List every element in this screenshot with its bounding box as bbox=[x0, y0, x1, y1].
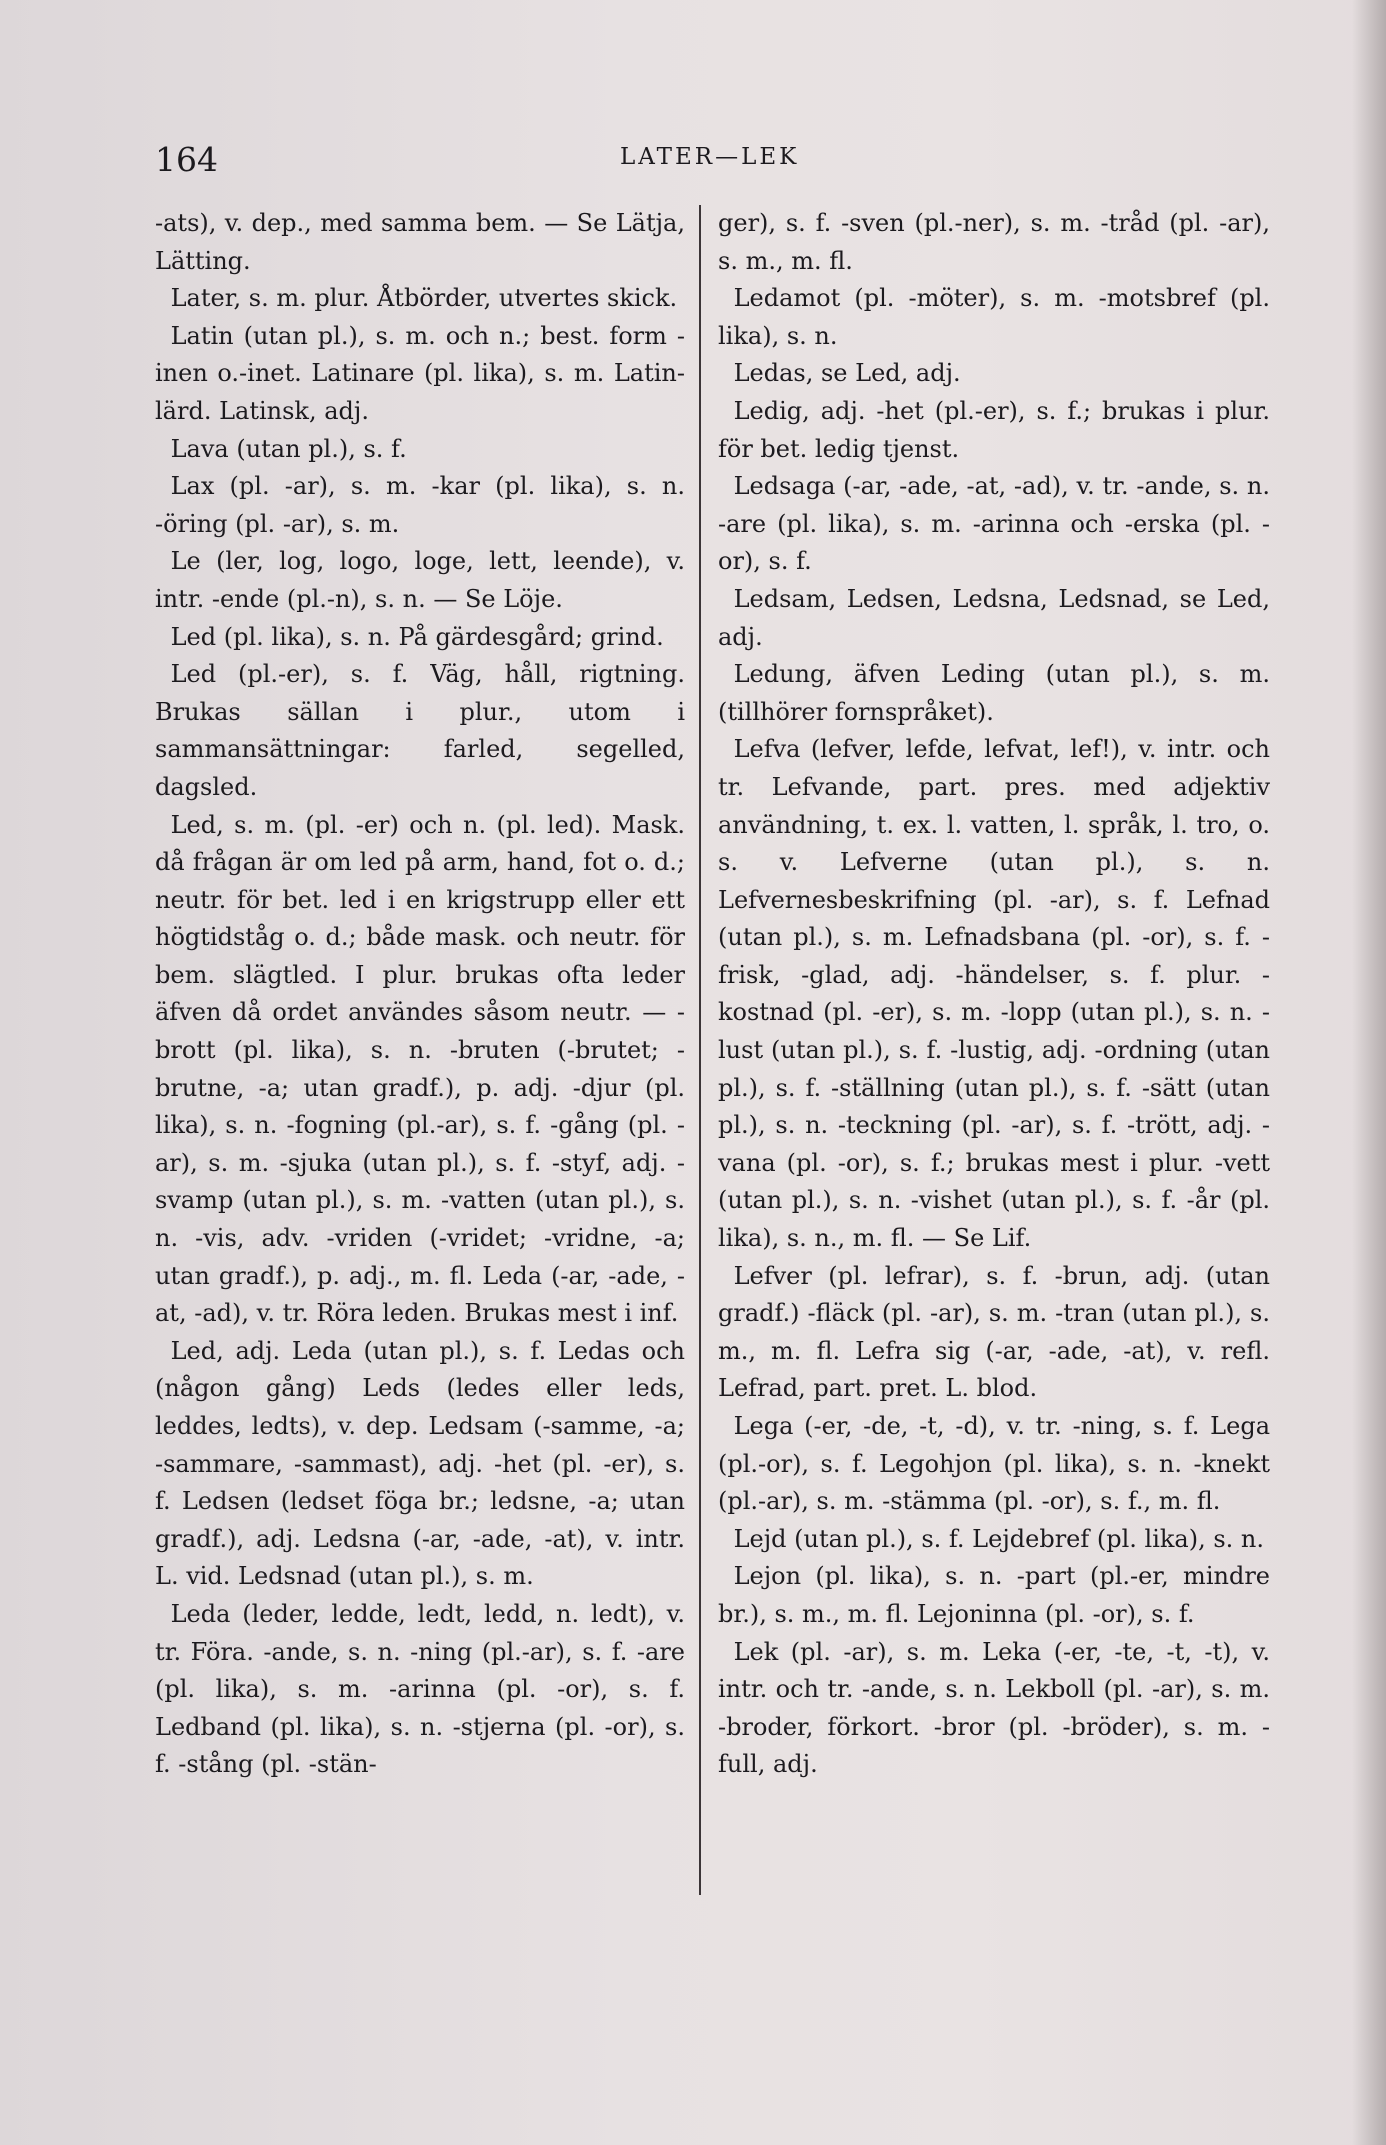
left-column bbox=[155, 205, 685, 1784]
dictionary-entry: Lefver (pl. lefrar), s. f. -brun, adj. (utan gradf.) -fläck (pl. -ar), s. m. -tran (utan pl.), s. m., m. fl. Lefra sig (-ar, -ade, -at), v. refl. Lefrad, part. pret. L. blod. bbox=[718, 1261, 1270, 1403]
dictionary-entry: Ledsam, Ledsen, Ledsna, Ledsnad, se Led, adj. bbox=[718, 584, 1270, 651]
column-divider bbox=[699, 205, 701, 1895]
dictionary-entry: Led (pl. lika), s. n. På gärdesgård; grind. bbox=[170, 622, 664, 651]
dictionary-entry: Latin (utan pl.), s. m. och n.; best. form -inen o.-inet. Latinare (pl. lika), s. m. Latin-lärd. Latinsk, adj. bbox=[155, 321, 685, 425]
dictionary-entry: Ledamot (pl. -möter), s. m. -motsbref (pl. lika), s. n. bbox=[718, 284, 1270, 350]
spine-shadow bbox=[1352, 0, 1386, 2145]
dictionary-entry: Lefva (lefver, lefde, lefvat, lef!), v. intr. och tr. Lefvande, part. pres. med adjektiv användning, t. ex. l. vatten, l. språk, l. tro, o. s. v. Lefverne (utan pl.), s. n. Lefvernesbeskrifning (pl. -ar), s. f. Lefnad (utan pl.), s. m. Lefnadsbana (pl. -or), s. f. -frisk, -glad, adj. -händelser, s. f. plur. -kostnad (pl. -er), s. m. -lopp (utan pl.), s. n. -lust (utan pl.), s. f. -lustig, adj. -ordning (utan pl.), s. f. -ställning (utan pl.), s. f. -sätt (utan pl.), s. n. -teckning (pl. -ar), s. f. -trött, adj. -vana (pl. -or), s. f.; brukas mest i plur. -vett (utan pl.), s. n. -vishet (utan pl.), s. f. -år (pl. lika), s. n., m. fl. — Se Lif. bbox=[718, 735, 1270, 1253]
dictionary-entry: Lava (utan pl.), s. f. bbox=[170, 434, 407, 463]
dictionary-entry: ger), s. f. -sven (pl.-ner), s. m. -tråd (pl. -ar), s. m., m. fl. bbox=[718, 209, 1270, 275]
dictionary-entry: Ledung, äfven Leding (utan pl.), s. m. (tillhörer fornspråket). bbox=[718, 660, 1270, 726]
page-number: 164 bbox=[155, 140, 218, 179]
dictionary-entry: Later, s. m. plur. Åtbörder, utvertes skick. bbox=[170, 284, 678, 313]
page-header bbox=[155, 140, 1270, 180]
dictionary-entry: Led, adj. Leda (utan pl.), s. f. Ledas och (någon gång) Leds (ledes eller leds, leddes, ledts), v. dep. Ledsam (-samme, -a; -sammare, -sammast), adj. -het (pl. -er), s. f. Ledsen (ledset föga br.; ledsne, -a; utan gradf.), adj. Ledsna (-ar, -ade, -at), v. intr. L. vid. Ledsnad (utan pl.), s. m. bbox=[155, 1336, 685, 1591]
dictionary-entry: Ledas, se Led, adj. bbox=[733, 359, 961, 388]
dictionary-entry: Lejd (utan pl.), s. f. Lejdebref (pl. lika), s. n. bbox=[733, 1524, 1265, 1553]
dictionary-entry: Lejon (pl. lika), s. n. -part (pl.-er, mindre br.), s. m., m. fl. Lejoninna (pl. -or), s. f. bbox=[718, 1562, 1270, 1628]
dictionary-entry: Lek (pl. -ar), s. m. Leka (-er, -te, -t, -t), v. intr. och tr. -ande, s. n. Lekboll (pl. -ar), s. m. -broder, förkort. -bror (pl. -bröder), s. m. -full, adj. bbox=[718, 1637, 1270, 1779]
dictionary-entry: Led, s. m. (pl. -er) och n. (pl. led). Mask. då frågan är om led på arm, hand, fot o. d.; neutr. för bet. led i en krigstrupp eller ett högtidståg o. d.; både mask. och neutr. för bem. slägtled. I plur. brukas ofta leder äfven då ordet användes såsom neutr. — -brott (pl. lika), s. n. -bruten (-brutet; -brutne, -a; utan gradf.), p. adj. -djur (pl. lika), s. n. -fogning (pl.-ar), s. f. -gång (pl. -ar), s. m. -sjuka (utan pl.), s. f. -styf, adj. -svamp (utan pl.), s. m. -vatten (utan pl.), s. n. -vis, adv. -vriden (-vridet; -vridne, -a; utan gradf.), p. adj., m. fl. Leda (-ar, -ade, -at, -ad), v. tr. Röra leden. Brukas mest i inf. bbox=[155, 810, 685, 1328]
dictionary-entry: -ats), v. dep., med samma bem. — Se Lätja, Lätting. bbox=[155, 209, 685, 275]
dictionary-entry: Lega (-er, -de, -t, -d), v. tr. -ning, s. f. Lega (pl.-or), s. f. Legohjon (pl. lika), s. n. -knekt (pl.-ar), s. m. -stämma (pl. -or), s. f., m. fl. bbox=[718, 1412, 1270, 1516]
dictionary-entry: Ledsaga (-ar, -ade, -at, -ad), v. tr. -ande, s. n. -are (pl. lika), s. m. -arinna och -erska (pl. -or), s. f. bbox=[718, 472, 1270, 576]
right-column bbox=[718, 205, 1270, 1784]
dictionary-entry: Leda (leder, ledde, ledt, ledd, n. ledt), v. tr. Föra. -ande, s. n. -ning (pl.-ar), s. f. -are (pl. lika), s. m. -arinna (pl. -or), s. f. Ledband (pl. lika), s. n. -stjerna (pl. -or), s. f. -stång (pl. -stän- bbox=[155, 1599, 685, 1779]
dictionary-entry: Lax (pl. -ar), s. m. -kar (pl. lika), s. n. -öring (pl. -ar), s. m. bbox=[155, 472, 685, 538]
dictionary-entry: Ledig, adj. -het (pl.-er), s. f.; brukas i plur. för bet. ledig tjenst. bbox=[718, 396, 1270, 463]
running-head: LATER—LEK bbox=[620, 144, 800, 170]
dictionary-entry: Le (ler, log, logo, loge, lett, leende), v. intr. -ende (pl.-n), s. n. — Se Löje. bbox=[155, 547, 685, 613]
dictionary-entry: Led (pl.-er), s. f. Väg, håll, rigtning. Brukas sällan i plur., utom i sammansättningar: farled, segelled, dagsled. bbox=[155, 660, 685, 801]
